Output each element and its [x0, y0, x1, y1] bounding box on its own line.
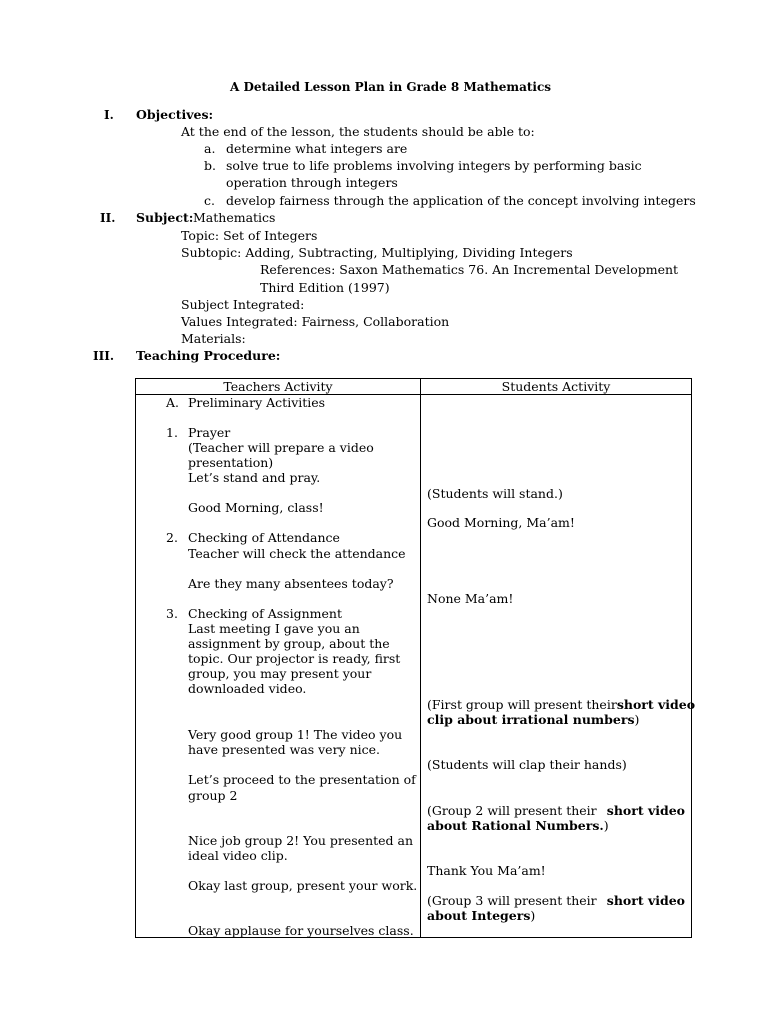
- student-group3: [427, 893, 685, 923]
- teacher-line: Last meeting I gave you an: [188, 621, 360, 636]
- topic: Topic: Set of Integers: [181, 228, 318, 243]
- header-students-activity: Students Activity: [501, 379, 611, 394]
- teacher-line: assignment by group, about the: [188, 636, 390, 651]
- student-text: (Group 2 will present their: [427, 803, 597, 818]
- teacher-line: Let’s stand and pray.: [188, 470, 321, 485]
- student-text-bold: about Integers: [427, 908, 531, 923]
- subtopic: Subtopic: Adding, Subtracting, Multiplying, Dividing Integers: [181, 245, 573, 260]
- student-text: ): [530, 908, 536, 923]
- teacher-line: Let’s proceed to the presentation of: [188, 772, 416, 787]
- objective-marker-c: c.: [204, 193, 215, 208]
- student-line: (Students will stand.): [427, 486, 563, 501]
- objective-c: develop fairness through the application of the concept involving integers: [226, 193, 696, 208]
- student-text-bold: short video: [616, 697, 696, 712]
- student-text: ): [603, 818, 609, 833]
- teacher-line: Are they many absentees today?: [188, 576, 394, 591]
- page-title: A Detailed Lesson Plan in Grade 8 Mathematics: [230, 80, 552, 94]
- subject-heading: Subject:: [136, 210, 194, 225]
- step2-marker: 2.: [166, 530, 178, 545]
- student-line: None Ma’am!: [427, 591, 514, 606]
- subject-value: Mathematics: [193, 210, 276, 225]
- teacher-line: presentation): [188, 455, 274, 470]
- student-text-bold: about Rational Numbers.: [427, 818, 604, 833]
- header-teachers-activity: Teachers Activity: [223, 379, 333, 394]
- teacher-line: group, you may present your: [188, 666, 372, 681]
- references-line1: References: Saxon Mathematics 76. An Incremental Development: [260, 262, 679, 277]
- teacher-section-marker: A.: [166, 395, 180, 410]
- step2-title: Checking of Attendance: [188, 530, 340, 545]
- materials: Materials:: [181, 331, 246, 346]
- student-text: (First group will present their: [427, 697, 617, 712]
- teacher-section-title: Preliminary Activities: [188, 395, 326, 410]
- student-text: (Group 3 will present their: [427, 893, 597, 908]
- student-group2: [427, 803, 685, 833]
- section-numeral-procedure: III.: [93, 349, 115, 363]
- subject-integrated: Subject Integrated:: [181, 297, 305, 312]
- objective-a: determine what integers are: [226, 141, 408, 156]
- teacher-line: Nice job group 2! You presented an: [188, 833, 414, 848]
- column-divider: [420, 379, 421, 937]
- teacher-line: topic. Our projector is ready, first: [188, 651, 401, 666]
- student-line: (Students will clap their hands): [427, 757, 627, 772]
- references-line2: Third Edition (1997): [260, 280, 390, 295]
- teacher-greeting: Good Morning, class!: [188, 500, 324, 515]
- step1-marker: 1.: [166, 425, 178, 440]
- student-text: ): [634, 712, 640, 727]
- objective-b-line2: operation through integers: [226, 175, 398, 190]
- student-group1: [427, 697, 696, 727]
- step1-title: Prayer: [188, 425, 231, 440]
- teacher-line: ideal video clip.: [188, 848, 288, 863]
- step3-title: Checking of Assignment: [188, 606, 342, 621]
- activity-table: [135, 378, 696, 938]
- teacher-line: group 2: [188, 788, 238, 803]
- objective-b-line1: solve true to life problems involving integers by performing basic: [226, 158, 642, 173]
- teacher-line: (Teacher will prepare a video: [188, 440, 374, 455]
- objectives-heading: Objectives:: [136, 107, 214, 122]
- values-integrated: Values Integrated: Fairness, Collaboration: [181, 314, 450, 329]
- teacher-line: downloaded video.: [188, 681, 307, 696]
- teacher-line: have presented was very nice.: [188, 742, 380, 757]
- teacher-line: Okay last group, present your work.: [188, 878, 418, 893]
- step3-marker: 3.: [166, 606, 178, 621]
- teacher-line: Okay applause for yourselves class.: [188, 923, 414, 938]
- section-numeral-subject: II.: [100, 211, 116, 225]
- teacher-line: Very good group 1! The video you: [188, 727, 403, 742]
- student-text-bold: short video: [606, 893, 685, 908]
- student-line: Thank You Ma’am!: [427, 863, 546, 878]
- section-numeral-objectives: I.: [104, 108, 114, 122]
- student-text-bold: clip about irrational numbers: [427, 712, 635, 727]
- student-text-bold: short video: [606, 803, 685, 818]
- student-line: Good Morning, Ma’am!: [427, 515, 575, 530]
- objective-marker-a: a.: [204, 141, 216, 156]
- procedure-heading: Teaching Procedure:: [136, 348, 281, 363]
- teacher-line: Teacher will check the attendance: [188, 546, 406, 561]
- objective-marker-b: b.: [204, 158, 216, 173]
- objectives-intro: At the end of the lesson, the students should be able to:: [181, 124, 535, 139]
